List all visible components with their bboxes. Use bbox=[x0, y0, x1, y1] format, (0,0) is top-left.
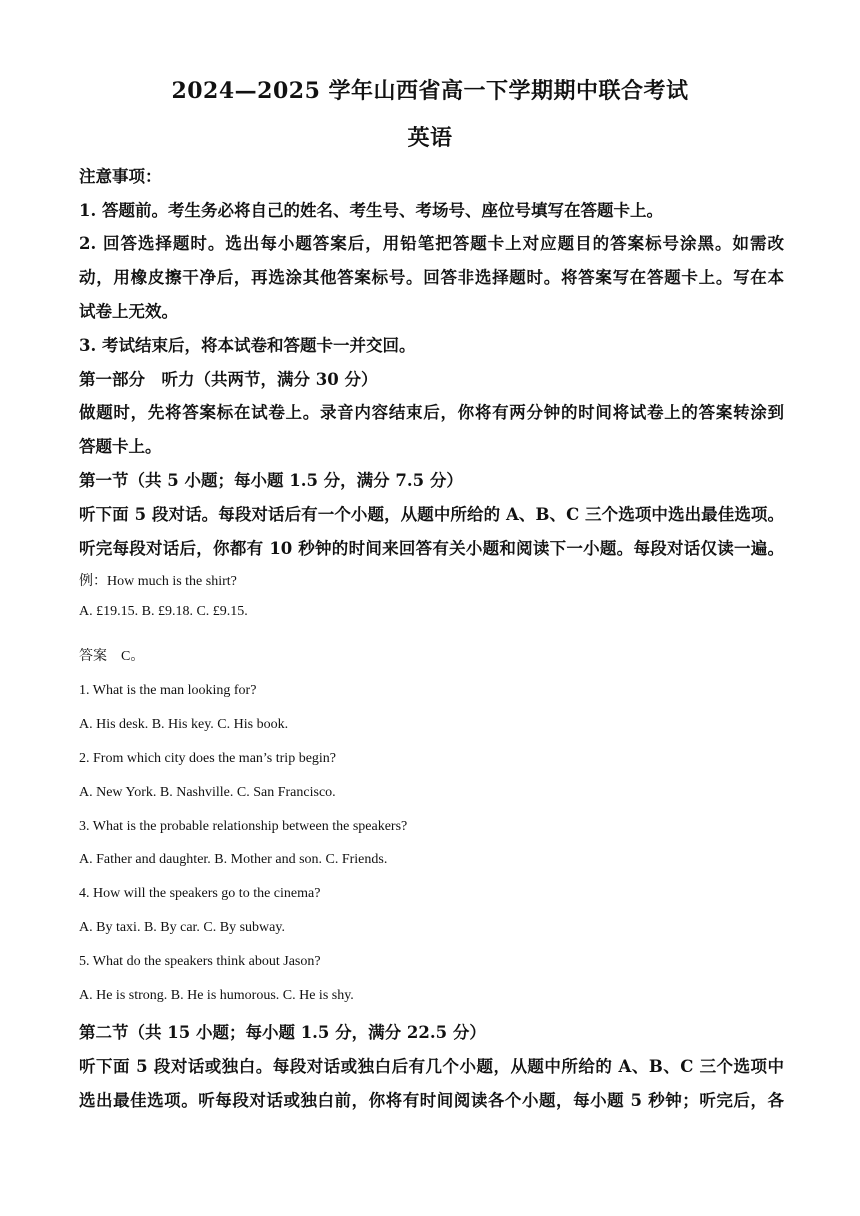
question-3-options: A. Father and daughter. B. Mother and son. C. Friends. bbox=[79, 852, 388, 867]
subject-title: 英语 bbox=[407, 125, 453, 151]
question-2-options: A. New York. B. Nashville. C. San Francisco. bbox=[79, 785, 336, 800]
question-4: 4. How will the speakers go to the cinema? bbox=[79, 886, 321, 901]
notice-item-1: 1. 答题前。考生务必将自己的姓名、考生号、考场号、座位号填写在答题卡上。 bbox=[79, 201, 663, 220]
section2-heading: 第二节（共 15 小题；每小题 1.5 分，满分 22.5 分） bbox=[79, 1023, 486, 1042]
part1-instruction-line-1: 做题时，先将答案标在试卷上。录音内容结束后，你将有两分钟的时间将试卷上的答案转涂到 bbox=[79, 403, 784, 422]
section2-instruction-line-1: 听下面 5 段对话或独白。每段对话或独白后有几个小题，从题中所给的 A、B、C 三个选项中 bbox=[79, 1057, 784, 1076]
notice-item-3: 3. 考试结束后，将本试卷和答题卡一并交回。 bbox=[79, 336, 416, 355]
notice-heading: 注意事项： bbox=[79, 167, 162, 186]
notice-item-2-line-1: 2. 回答选择题时。选出每小题答案后，用铅笔把答题卡上对应题目的答案标号涂黑。如需改 bbox=[79, 234, 784, 253]
question-1: 1. What is the man looking for? bbox=[79, 683, 257, 698]
section1-heading: 第一节（共 5 小题；每小题 1.5 分，满分 7.5 分） bbox=[79, 471, 463, 490]
notice-item-2-line-3: 试卷上无效。 bbox=[79, 302, 178, 321]
question-4-options: A. By taxi. B. By car. C. By subway. bbox=[79, 920, 285, 935]
question-2: 2. From which city does the man’s trip begin? bbox=[79, 751, 337, 766]
exam-title: 2024—2025 学年山西省高一下学期期中联合考试 bbox=[171, 78, 689, 104]
section1-instruction-line-2: 听完每段对话后，你都有 10 秒钟的时间来回答有关小题和阅读下一小题。每段对话仅读一遍。 bbox=[79, 539, 784, 558]
question-3: 3. What is the probable relationship between the speakers? bbox=[79, 819, 408, 834]
part1-heading: 第一部分 听力（共两节，满分 30 分） bbox=[79, 370, 378, 389]
question-5-options: A. He is strong. B. He is humorous. C. He is shy. bbox=[79, 988, 354, 1003]
section2-instruction-line-2: 选出最佳选项。听每段对话或独白前，你将有时间阅读各个小题，每小题 5 秒钟；听完后，各 bbox=[79, 1091, 784, 1110]
section1-instruction-line-1: 听下面 5 段对话。每段对话后有一个小题，从题中所给的 A、B、C 三个选项中选出最佳选项。 bbox=[79, 505, 784, 524]
example-options: A. £19.15. B. £9.18. C. £9.15. bbox=[79, 604, 248, 619]
part1-instruction-line-2: 答题卡上。 bbox=[79, 437, 162, 456]
example-question: 例：How much is the shirt? bbox=[79, 574, 237, 589]
notice-item-2-line-2: 动，用橡皮擦干净后，再选涂其他答案标号。回答非选择题时。将答案写在答题卡上。写在本 bbox=[79, 268, 784, 287]
question-5: 5. What do the speakers think about Jason? bbox=[79, 954, 321, 969]
question-1-options: A. His desk. B. His key. C. His book. bbox=[79, 717, 289, 732]
example-answer: 答案 C。 bbox=[79, 649, 145, 664]
